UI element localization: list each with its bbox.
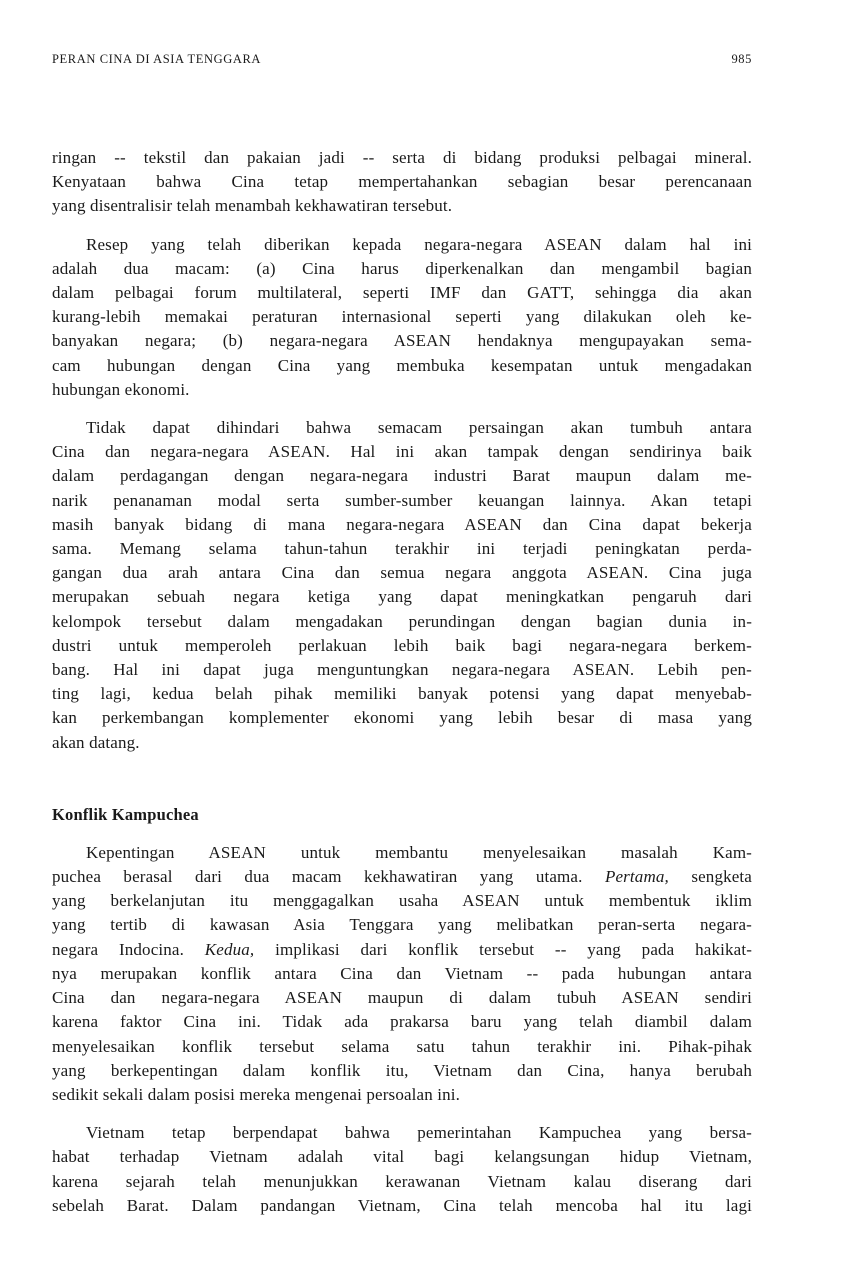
text-line: adalah dua macam: (a) Cina harus diperkenalkan dan mengambil bagian [52,258,752,278]
text-line: Cina dan negara-negara ASEAN maupun di dalam tubuh ASEAN sendiri [52,988,752,1008]
text-line: menyelesaikan konflik tersebut selama satu tahun terakhir ini. Pihak-pihak [52,1036,752,1056]
paragraph-4 [52,841,752,1107]
emphasis-text: Pertama, [604,867,669,887]
text-line: sama. Memang selama tahun-tahun terakhir ini terjadi peningkatan perda- [52,539,752,559]
text-line: kan perkembangan komplementer ekonomi yang lebih besar di masa yang [52,708,752,728]
emphasis-text: Kedua, [204,939,255,959]
text-line: cam hubungan dengan Cina yang membuka kesempatan untuk mengadakan [52,355,752,375]
text-line: yang disentralisir telah menambah kekhawatiran tersebut. [52,196,453,216]
text-line: Tidak dapat dihindari bahwa semacam persaingan akan tumbuh antara [86,418,752,438]
text-line: Resep yang telah diberikan kepada negara-negara ASEAN dalam hal ini [86,234,752,254]
text-line: nya merupakan konflik antara Cina dan Vietnam -- pada hubungan antara [52,963,752,983]
text-line: ting lagi, kedua belah pihak memiliki banyak potensi yang dapat menyebab- [52,684,752,704]
text-line: karena faktor Cina ini. Tidak ada prakarsa baru yang telah diambil dalam [52,1012,752,1032]
text-line [52,865,752,889]
text-line: Vietnam tetap berpendapat bahwa pemerintahan Kampuchea yang bersa- [86,1123,752,1143]
text-line: yang berkelanjutan itu menggagalkan usaha ASEAN untuk membentuk iklim [52,891,752,911]
section-heading: Konflik Kampuchea [52,804,199,824]
text-line: masih banyak bidang di mana negara-negara ASEAN dan Cina dapat bekerja [52,514,752,534]
paragraph-1 [52,146,752,219]
paragraph-5 [52,1121,752,1218]
text-line: Kepentingan ASEAN untuk membantu menyelesaikan masalah Kam- [86,842,752,862]
text-line: gangan dua arah antara Cina dan semua negara anggota ASEAN. Cina juga [52,563,752,583]
text-line: Cina dan negara-negara ASEAN. Hal ini akan tampak dengan sendirinya baik [52,442,752,462]
text-line: yang berkepentingan dalam konflik itu, Vietnam dan Cina, hanya berubah [52,1060,752,1080]
text-line: karena sejarah telah menunjukkan kerawanan Vietnam kalau diserang dari [52,1171,752,1191]
text-run: negara Indocina. [52,939,205,959]
text-line: Kenyataan bahwa Cina tetap mempertahankan sebagian besar perencanaan [52,172,752,192]
text-line: kelompok tersebut dalam mengadakan perundingan dengan bagian dunia in- [52,611,752,631]
text-line: ringan -- tekstil dan pakaian jadi -- serta di bidang produksi pelbagai mineral. [52,148,752,167]
text-line: bang. Hal ini dapat juga menguntungkan negara-negara ASEAN. Lebih pen- [52,660,752,680]
paragraph-2 [52,233,752,402]
text-line: sedikit sekali dalam posisi mereka mengenai persoalan ini. [52,1084,461,1104]
paragraph-3 [52,416,752,755]
text-line: banyakan negara; (b) negara-negara ASEAN hendaknya mengupayakan sema- [52,331,752,351]
page-number: 985 [731,52,752,66]
body-text [52,146,752,1218]
text-line: merupakan sebuah negara ketiga yang dapat meningkatkan pengaruh dari [52,587,752,607]
text-line: dalam pelbagai forum multilateral, seperti IMF dan GATT, sehingga dia akan [52,283,752,303]
text-run: implikasi dari konflik tersebut -- yang pada hakikat- [254,939,752,959]
running-header [52,52,752,68]
text-line: sebelah Barat. Dalam pandangan Vietnam, Cina telah mencoba hal itu lagi [52,1195,752,1215]
text-line: hubungan ekonomi. [52,379,190,399]
running-title: PERAN CINA DI ASIA TENGGARA [52,52,262,66]
text-line: dustri untuk memperoleh perlakuan lebih baik bagi negara-negara berkem- [52,635,752,655]
text-run: sengketa [668,867,753,887]
text-line: kurang-lebih memakai peraturan internasional seperti yang dilakukan oleh ke- [52,307,752,327]
text-line: narik penanaman modal serta sumber-sumber keuangan lainnya. Akan tetapi [52,490,752,510]
text-line: akan datang. [52,732,140,752]
text-line: dalam perdagangan dengan negara-negara industri Barat maupun dalam me- [52,466,752,486]
text-line: yang tertib di kawasan Asia Tenggara yang melibatkan peran-serta negara- [52,915,752,935]
text-run: puchea berasal dari dua macam kekhawatiran yang utama. [52,867,605,887]
text-line [52,938,752,962]
text-line: habat terhadap Vietnam adalah vital bagi kelangsungan hidup Vietnam, [52,1147,752,1167]
